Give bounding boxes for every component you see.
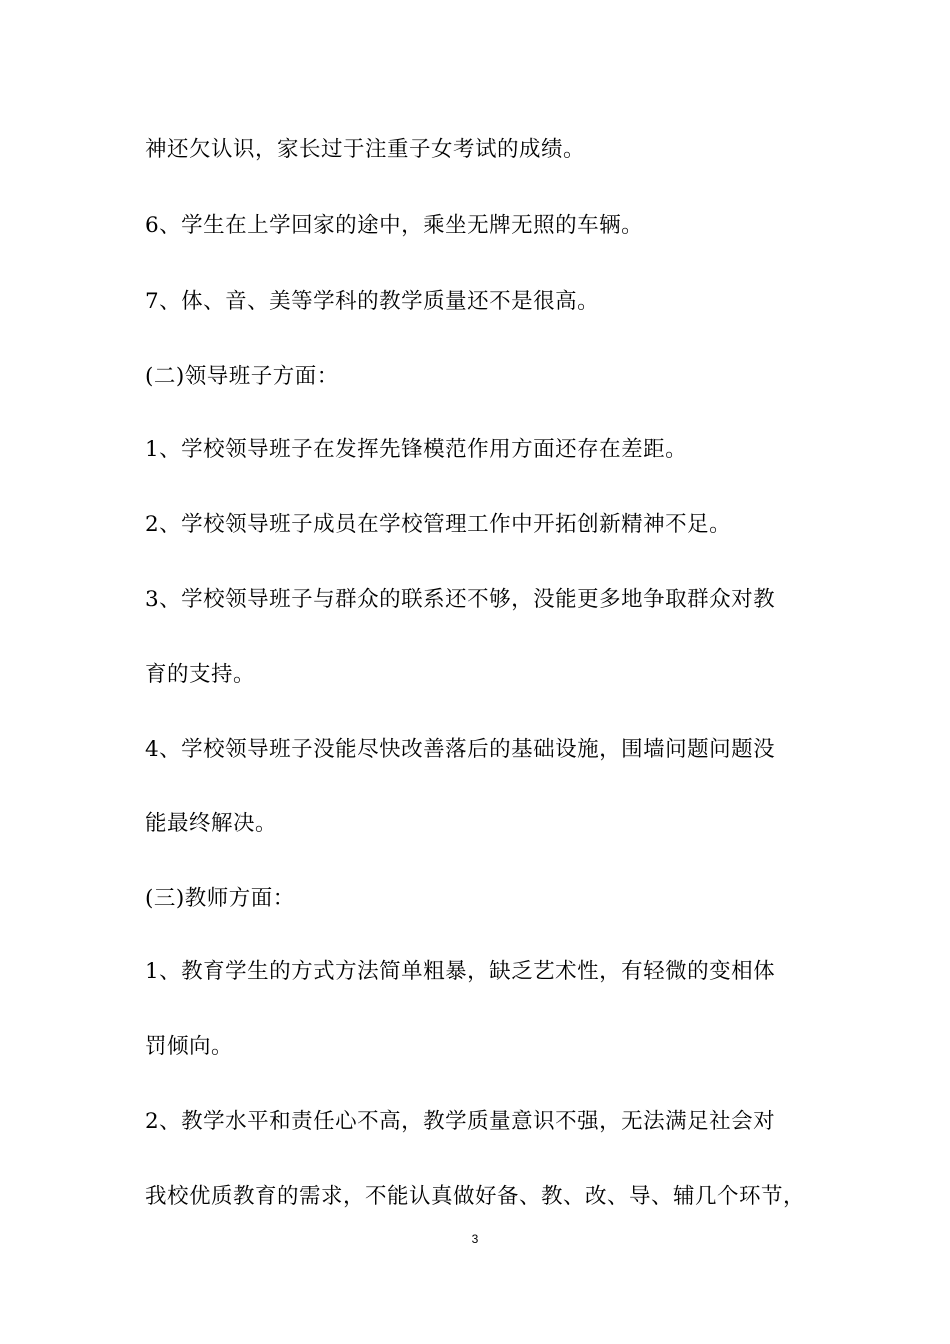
text-line: 能最终解决。 — [145, 811, 278, 836]
text-line: 7、体、音、美等学科的教学质量还不是很高。 — [145, 289, 600, 314]
section-heading: (二)领导班子方面： — [145, 364, 339, 389]
text-line: 1、教育学生的方式方法简单粗暴，缺乏艺术性，有轻微的变相体 — [145, 959, 776, 984]
text-line: 3、学校领导班子与群众的联系还不够，没能更多地争取群众对教 — [145, 587, 776, 612]
page-number: 3 — [471, 1232, 479, 1246]
text-line: 4、学校领导班子没能尽快改善落后的基础设施，围墙问题问题没 — [145, 737, 776, 762]
text-line: 罚倾向。 — [145, 1034, 234, 1059]
text-line: 2、教学水平和责任心不高，教学质量意识不强，无法满足社会对 — [145, 1109, 776, 1134]
section-heading: (三)教师方面： — [145, 886, 295, 911]
text-line: 我校优质教育的需求，不能认真做好备、教、改、导、辅几个环节， — [145, 1184, 806, 1209]
text-line: 2、学校领导班子成员在学校管理工作中开拓创新精神不足。 — [145, 512, 732, 537]
text-line: 育的支持。 — [145, 662, 256, 687]
text-line: 6、学生在上学回家的途中，乘坐无牌无照的车辆。 — [145, 213, 644, 238]
text-line: 1、学校领导班子在发挥先锋模范作用方面还存在差距。 — [145, 437, 688, 462]
text-line: 神还欠认识，家长过于注重子女考试的成绩。 — [145, 137, 586, 162]
